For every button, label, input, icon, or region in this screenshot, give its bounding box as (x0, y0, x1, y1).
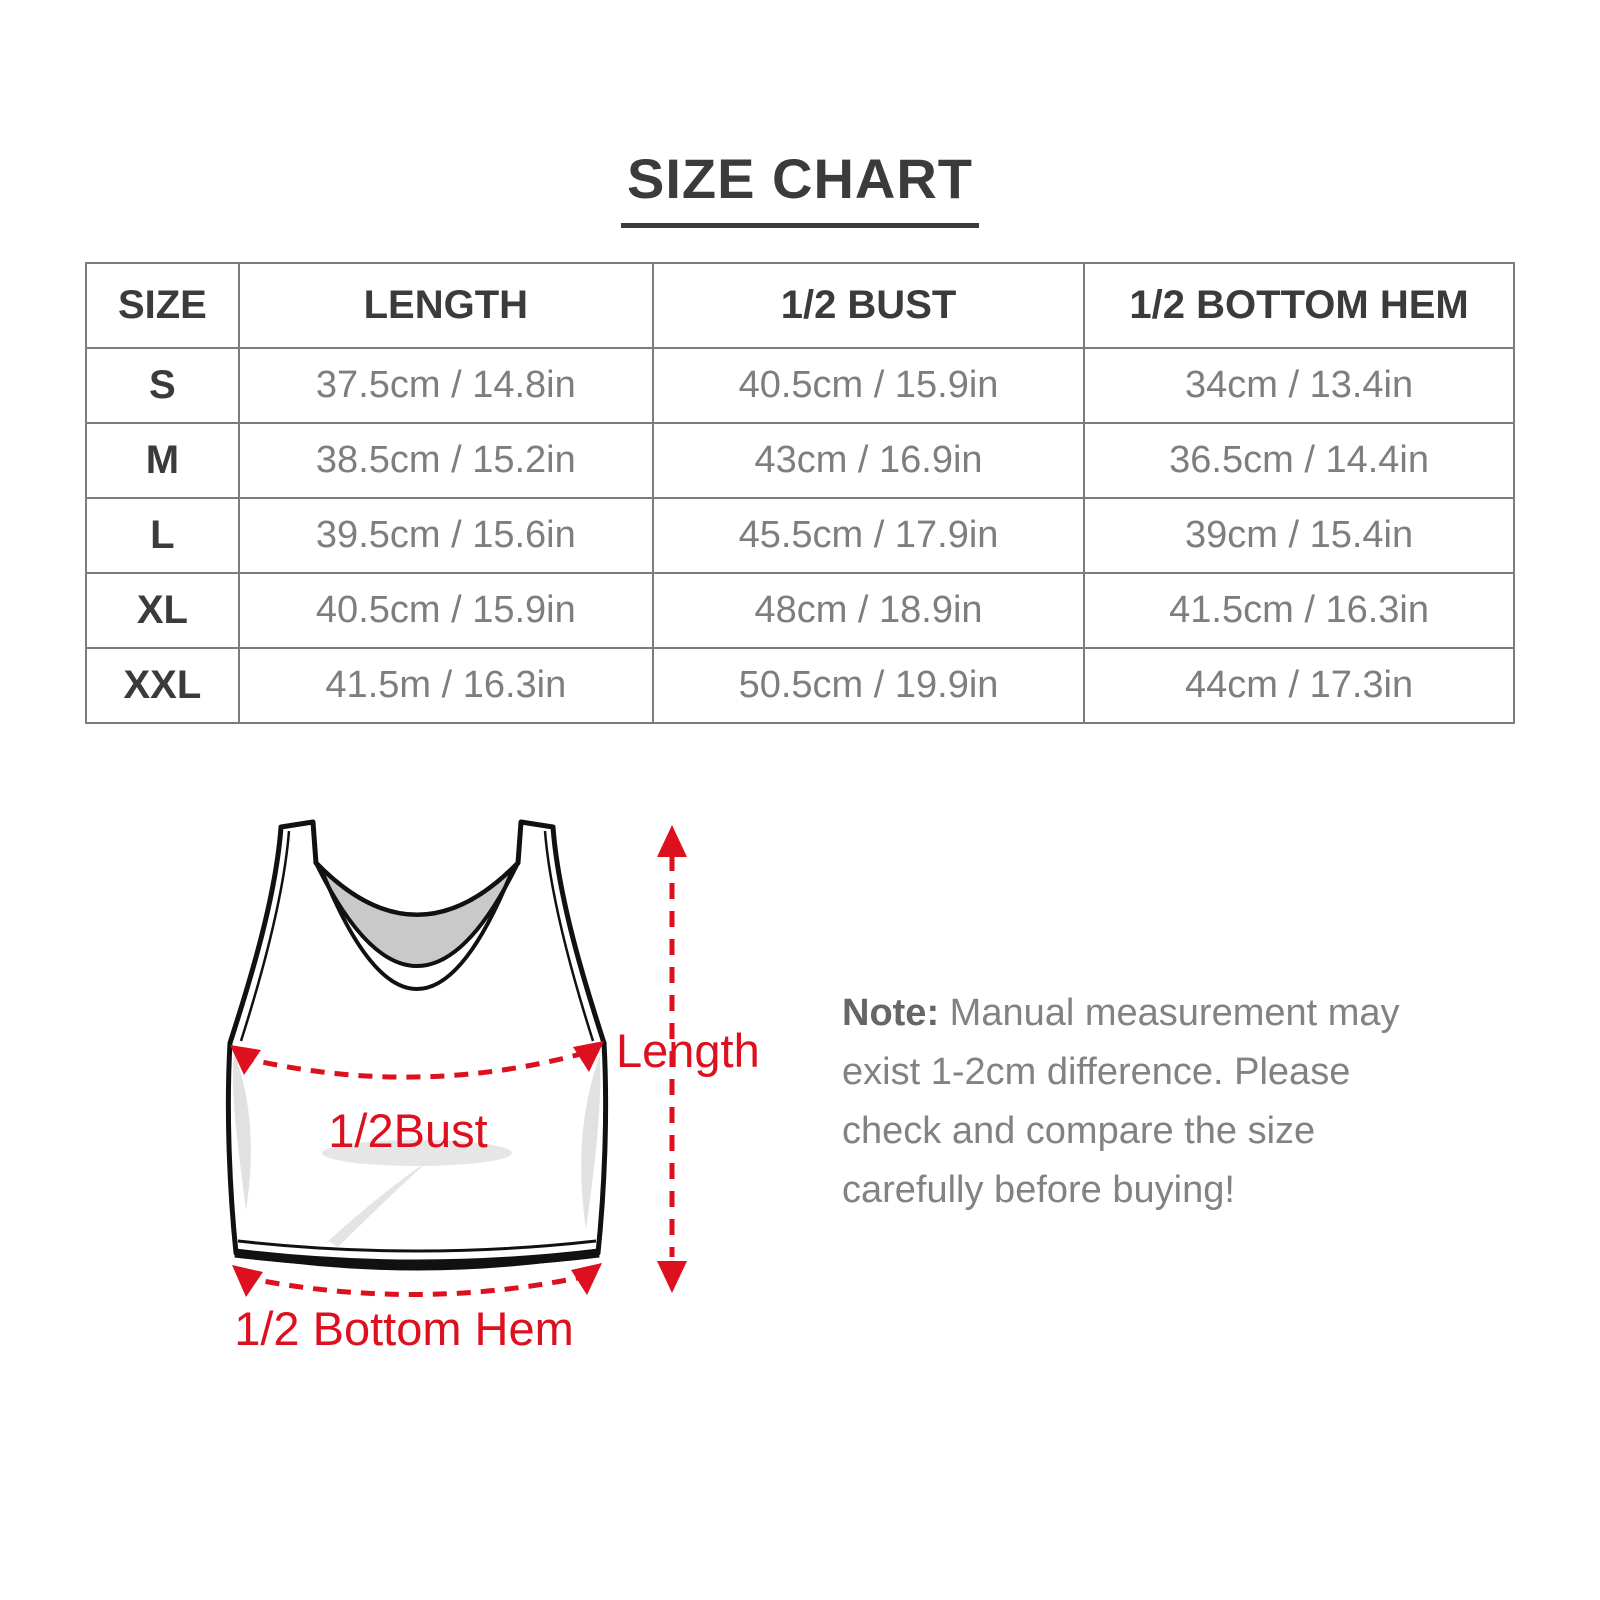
hem-value: 34cm / 13.4in (1084, 348, 1514, 423)
size-label: S (86, 348, 239, 423)
length-value: 41.5m / 16.3in (239, 648, 653, 723)
length-value: 37.5cm / 14.8in (239, 348, 653, 423)
header-size: SIZE (86, 263, 239, 348)
bust-value: 40.5cm / 15.9in (653, 348, 1084, 423)
bust-value: 50.5cm / 19.9in (653, 648, 1084, 723)
length-label: Length (616, 1024, 760, 1077)
hem-arrowhead-left (232, 1265, 263, 1297)
bust-value: 45.5cm / 17.9in (653, 498, 1084, 573)
header-half-bust: 1/2 BUST (653, 263, 1084, 348)
note-line: carefully before buying! (842, 1169, 1235, 1211)
note-line: Note: Manual measurement may (842, 992, 1400, 1034)
table-row-m (86, 423, 1514, 498)
table-row-l (86, 498, 1514, 573)
hem-arrowhead-right (571, 1263, 602, 1295)
note-line: exist 1-2cm difference. Please (842, 1051, 1351, 1093)
tank-top-outline (228, 822, 605, 1268)
size-label: XL (86, 573, 239, 648)
note-line: check and compare the size (842, 1110, 1316, 1152)
size-table (85, 262, 1515, 724)
length-arrowhead-bottom (657, 1261, 687, 1293)
page-title (0, 146, 1600, 228)
length-value: 39.5cm / 15.6in (239, 498, 653, 573)
hem-value: 44cm / 17.3in (1084, 648, 1514, 723)
measurement-note (842, 984, 1492, 1220)
table-row-xl (86, 573, 1514, 648)
hem-value: 41.5cm / 16.3in (1084, 573, 1514, 648)
hem-value: 36.5cm / 14.4in (1084, 423, 1514, 498)
bottom-hem-label: 1/2 Bottom Hem (234, 1302, 574, 1355)
hem-arrow-line (242, 1275, 592, 1295)
table-row-xxl (86, 648, 1514, 723)
table-row-s (86, 348, 1514, 423)
length-value: 38.5cm / 15.2in (239, 423, 653, 498)
size-label: M (86, 423, 239, 498)
hem-value: 39cm / 15.4in (1084, 498, 1514, 573)
header-half-bottom-hem: 1/2 BOTTOM HEM (1084, 263, 1514, 348)
bust-value: 48cm / 18.9in (653, 573, 1084, 648)
size-label: XXL (86, 648, 239, 723)
size-table-header-row (86, 263, 1514, 348)
page-title-text: SIZE CHART (621, 146, 979, 228)
size-label: L (86, 498, 239, 573)
tank-top-measurement-diagram (180, 805, 760, 1370)
note-label: Note: (842, 992, 940, 1034)
length-value: 40.5cm / 15.9in (239, 573, 653, 648)
bust-label: 1/2Bust (328, 1104, 488, 1157)
header-length: LENGTH (239, 263, 653, 348)
length-arrowhead-top (657, 825, 687, 857)
bust-value: 43cm / 16.9in (653, 423, 1084, 498)
